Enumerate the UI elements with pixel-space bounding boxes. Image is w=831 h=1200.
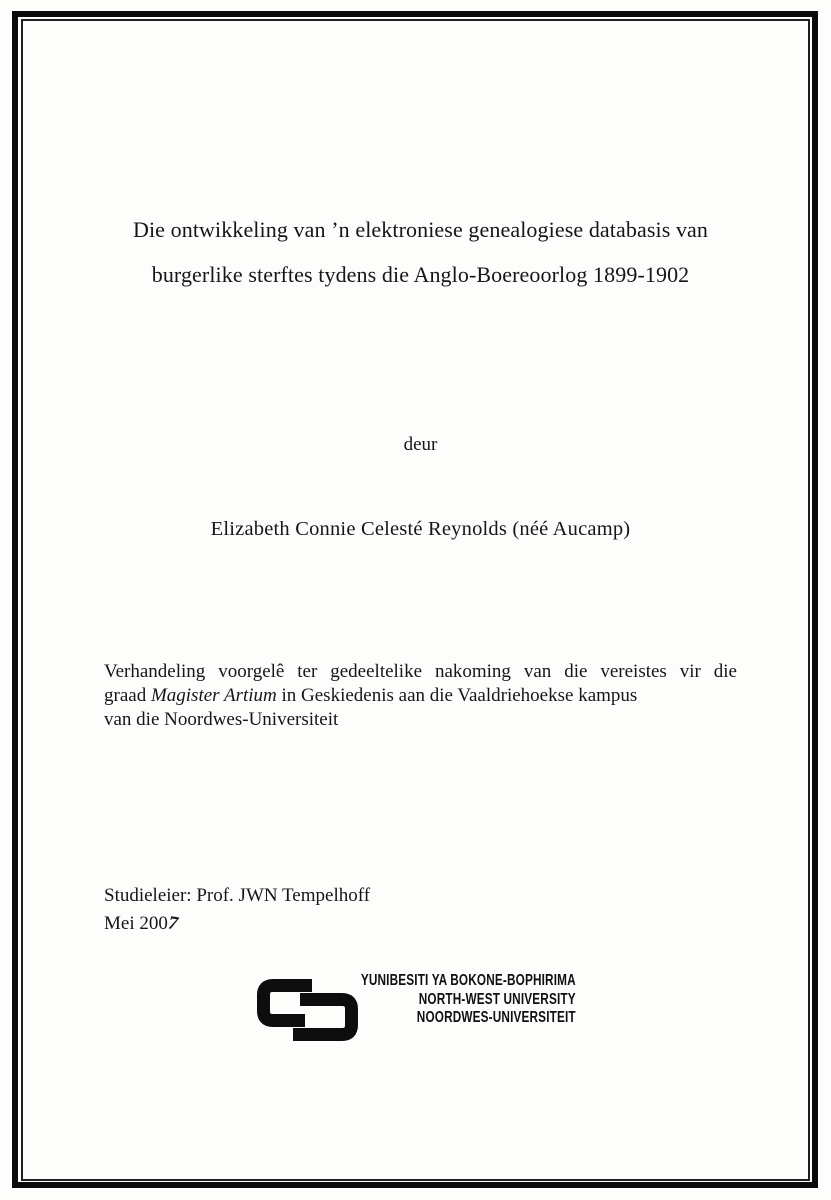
degree-statement — [104, 660, 737, 731]
statement-line-2-pre: graad — [104, 684, 151, 706]
logo-line-afrikaans: NOORDWES-UNIVERSITEIT — [417, 1009, 576, 1027]
title-line-2: burgerlike sterftes tydens die Anglo-Boereoorlog 1899-1902 — [151, 262, 690, 287]
nwu-logo-wordmark — [361, 972, 576, 1028]
logo-line-setswana: YUNIBESITI YA BOKONE-BOPHIRIMA — [361, 972, 576, 989]
supervisor-line: Studieleier: Prof. JWN Tempelhoff — [104, 885, 371, 906]
statement-line-2-post: in Geskiedenis aan die Vaaldriehoekse kampus — [276, 684, 638, 706]
date-prefix: Mei 200 — [104, 913, 168, 934]
nwu-chainlink-logo-icon — [257, 979, 358, 1045]
title-line-1: Die ontwikkeling van ’n elektroniese genealogiese databasis van — [132, 217, 709, 242]
statement-line-2 — [104, 684, 737, 708]
date-last-digit: 7 — [164, 912, 181, 935]
byline-deur: deur — [403, 434, 438, 455]
statement-line-3: van die Noordwes-Universiteit — [104, 708, 339, 730]
statement-line-1: Verhandeling voorgelê ter gedeeltelike nakoming van die vereistes vir die — [104, 661, 737, 682]
author-name: Elizabeth Connie Celesté Reynolds (néé Aucamp) — [210, 518, 631, 540]
degree-name-italic: Magister Artium — [150, 684, 277, 706]
supervisor-and-date — [104, 882, 370, 938]
date-line — [104, 910, 370, 938]
thesis-title — [95, 207, 746, 297]
logo-line-english: NORTH-WEST UNIVERSITY — [419, 990, 576, 1008]
